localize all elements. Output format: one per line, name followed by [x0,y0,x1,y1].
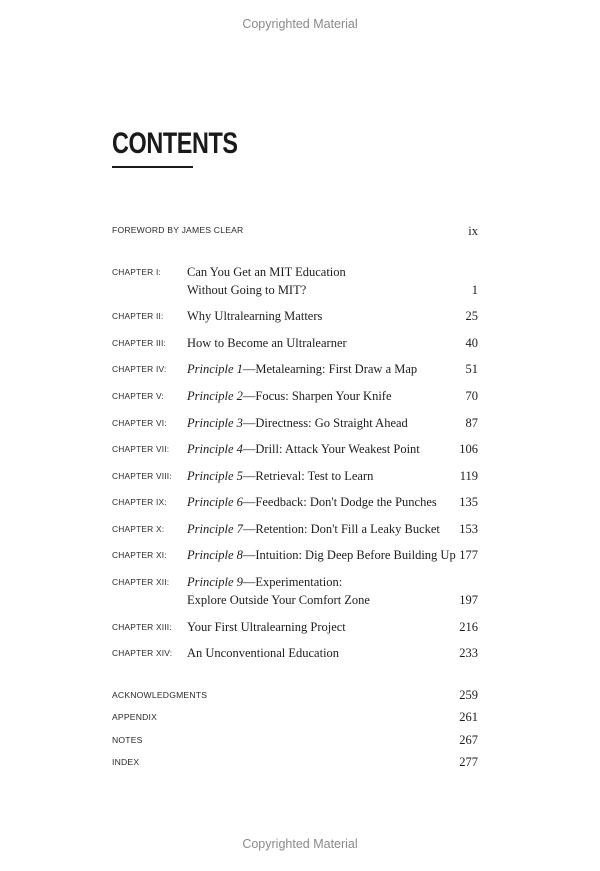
toc-entry-index [112,753,478,771]
page-title: CONTENTS [112,127,238,160]
principle-number: Principle 9 [187,575,243,589]
principle-number: Principle 3 [187,416,243,430]
toc-entry-chapter-4 [112,360,478,378]
entry-label: INDEX [112,757,140,767]
chapter-title-rest: —Feedback: Don't Dodge the Punches [242,495,437,509]
chapter-title: An Unconventional Education [187,646,340,660]
toc-entry-chapter-3 [112,334,478,352]
page-number: 177 [459,548,478,562]
toc-entry-chapter-8 [112,467,478,485]
chapter-title-line1: Can You Get an MIT Education [187,265,346,279]
entry-label: FOREWORD BY JAMES CLEAR [112,225,244,235]
chapter-title [187,414,408,432]
chapter-title-rest: —Focus: Sharpen Your Knife [242,389,392,403]
chapter-title-line2: Without Going to MIT? [187,283,307,297]
chapter-title-rest: —Retrieval: Test to Learn [242,469,374,483]
entry-label: APPENDIX [112,712,158,722]
chapter-label: CHAPTER V: [112,391,164,401]
toc-entry-chapter-6 [112,414,478,432]
page-number: 40 [465,336,478,350]
page-number: 216 [459,620,478,634]
page-number: 153 [459,522,478,536]
principle-number: Principle 6 [187,495,243,509]
chapter-title-line1 [187,573,342,591]
page-number: 233 [459,646,478,660]
chapter-title [187,493,437,511]
chapter-label: CHAPTER VII: [112,444,170,454]
principle-number: Principle 7 [187,522,243,536]
principle-number: Principle 5 [187,469,243,483]
toc-entry-chapter-7 [112,440,478,458]
toc-entry-chapter-5 [112,387,478,405]
chapter-label: CHAPTER XII: [112,577,170,587]
chapter-label: CHAPTER VI: [112,418,167,428]
page-number: 1 [471,283,478,297]
chapter-title [187,546,456,564]
chapter-label: CHAPTER X: [112,524,165,534]
toc-entry-foreword [112,222,478,240]
chapter-title: How to Become an Ultralearner [187,336,347,350]
page-number: 197 [459,593,478,607]
toc-entry-chapter-14 [112,644,478,662]
toc-entry-chapter-11 [112,546,478,564]
toc-entry-chapter-13 [112,618,478,636]
page-number: 51 [465,362,478,376]
toc-entry-chapter-2 [112,307,478,325]
chapter-label: CHAPTER XIV: [112,648,173,658]
toc-entry-chapter-1 [112,263,478,301]
toc-entry-chapter-10 [112,520,478,538]
chapter-label: CHAPTER VIII: [112,471,172,481]
toc-entry-appendix [112,708,478,726]
page-number: 261 [459,710,478,724]
toc-entry-notes [112,731,478,749]
principle-number: Principle 8 [187,548,243,562]
chapter-title-rest: —Retention: Don't Fill a Leaky Bucket [242,522,440,536]
page-number: 25 [465,309,478,323]
page-number: 277 [459,755,478,769]
chapter-title-rest: —Experimentation: [242,575,343,589]
page-number: 259 [459,688,478,702]
chapter-label: CHAPTER XIII: [112,622,172,632]
chapter-title: Your First Ultralearning Project [187,620,346,634]
entry-label: NOTES [112,735,143,745]
chapter-title-rest: —Drill: Attack Your Weakest Point [242,442,420,456]
toc-entry-chapter-9 [112,493,478,511]
entry-label: ACKNOWLEDGMENTS [112,690,208,700]
toc-entry-acknowledgments [112,686,478,704]
chapter-title [187,520,440,538]
principle-number: Principle 1 [187,362,243,376]
page-number: 87 [465,416,478,430]
chapter-label: CHAPTER III: [112,338,167,348]
chapter-label: CHAPTER XI: [112,550,167,560]
chapter-label: CHAPTER IV: [112,364,167,374]
chapter-title: Why Ultralearning Matters [187,309,323,323]
page-number: 135 [459,495,478,509]
page-number: 119 [459,469,478,483]
page-number: 106 [459,442,478,456]
chapter-title-rest: —Directness: Go Straight Ahead [242,416,408,430]
page-number: 70 [465,389,478,403]
chapter-title [187,387,392,405]
chapter-label: CHAPTER I: [112,267,161,277]
principle-number: Principle 2 [187,389,243,403]
chapter-label: CHAPTER IX: [112,497,167,507]
page-number: ix [468,224,478,238]
chapter-title-line2: Explore Outside Your Comfort Zone [187,593,370,607]
copyright-watermark-top: Copyrighted Material [242,17,358,31]
page-number: 267 [459,733,478,747]
principle-number: Principle 4 [187,442,243,456]
chapter-title-rest: —Intuition: Dig Deep Before Building Up [242,548,456,562]
chapter-title [187,467,373,485]
title-underline [112,166,193,168]
chapter-label: CHAPTER II: [112,311,164,321]
chapter-title [187,360,417,378]
chapter-title [187,440,420,458]
toc-entry-chapter-12 [112,573,478,611]
copyright-watermark-bottom: Copyrighted Material [242,837,358,851]
chapter-title-rest: —Metalearning: First Draw a Map [242,362,418,376]
